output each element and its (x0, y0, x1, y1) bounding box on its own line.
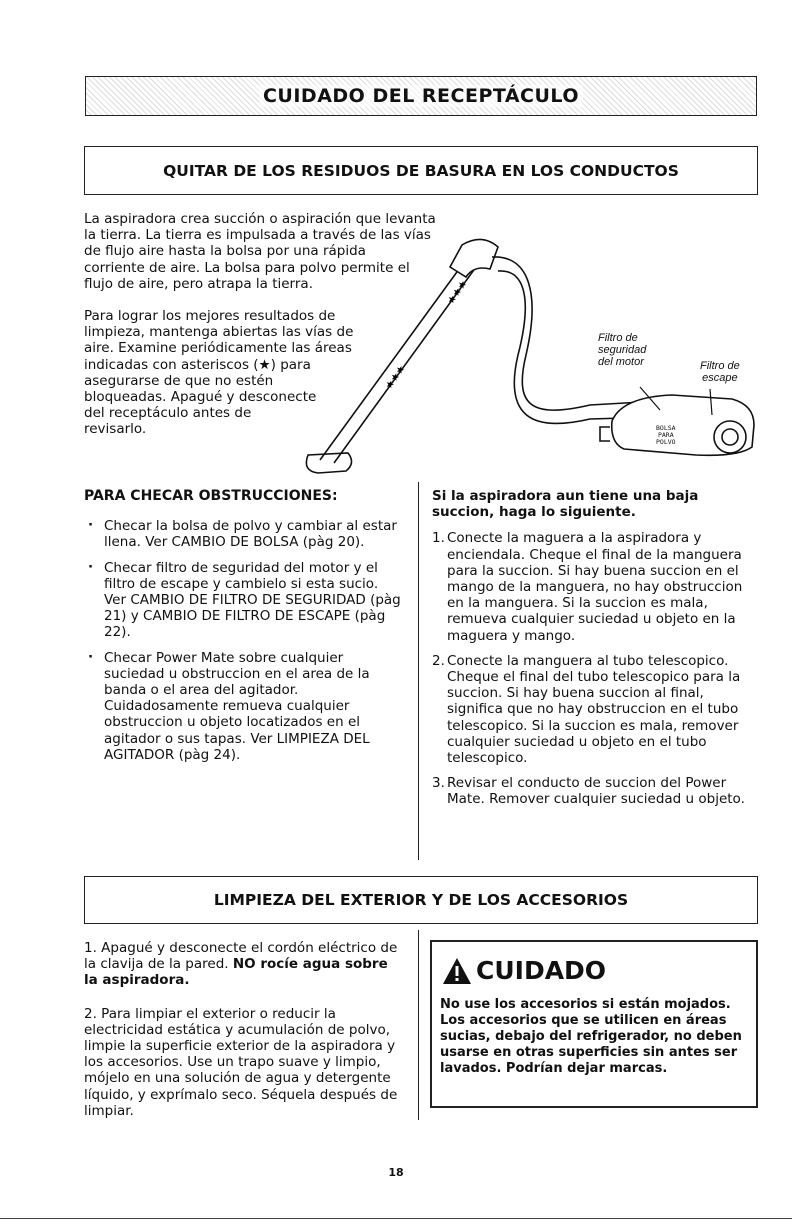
para-line: bloqueadas. Apagué y desconecte (84, 389, 317, 406)
low-suction-heading: Si la aspiradora aun tiene una baja succion, haga lo siguiente. (432, 488, 699, 521)
para-line: aire. Examine periódicamente las áreas (84, 340, 352, 357)
intro-line: La aspiradora crea succión o aspiración que levanta (84, 211, 436, 227)
vacuum-illustration (230, 205, 765, 475)
step-number: 3. (432, 775, 445, 792)
section-heading-text: QUITAR DE LOS RESIDUOS DE BASURA EN LOS CONDUCTOS (163, 161, 679, 180)
intro-line: flujo de aire, pero atrapa la tierra. (84, 275, 313, 292)
warning-icon (442, 957, 472, 985)
para-line: asegurarse de que no estén (84, 372, 274, 389)
low-suction-steps (432, 530, 758, 807)
column-divider (418, 930, 419, 1120)
list-item: · Checar filtro de seguridad del motor y el filtro de escape y cambielo si esta sucio. Ver CAMBIO DE FILTRO DE SEGURIDAD (pàg 21) y CAMBIO DE FILTRO DE ESCAPE (pàg 22). (84, 560, 404, 641)
para-line: revisarlo. (84, 421, 147, 438)
para-line: Para lograr los mejores resultados de (84, 308, 336, 324)
label-line: BOLSA (656, 424, 676, 432)
label-line: POLVO (656, 438, 676, 446)
step-number: 1. (432, 530, 445, 547)
intro-line: la tierra. La tierra es impulsada a través de las vías (84, 227, 431, 244)
step-warning: NO rocíe agua sobre la aspiradora. (84, 956, 388, 989)
para-line: indicadas con asteriscos (★) para (84, 356, 311, 373)
step-text: 1. Apagué y desconecte el cordón eléctrico de la clavija de la pared. (84, 940, 398, 973)
bottom-rule (0, 1218, 792, 1219)
label-line: del motor (598, 356, 644, 368)
list-item: · Checar la bolsa de polvo y cambiar al estar llena. Ver CAMBIO DE BOLSA (pàg 20). (84, 518, 404, 550)
step-text: Revisar el conducto de succion del Power Mate. Remover cualquier suciedad u objeto. (447, 775, 745, 808)
banner-title: CUIDADO DEL RECEPTÁCULO (259, 85, 583, 107)
caution-box (430, 940, 758, 1108)
section-heading-text: LIMPIEZA DEL EXTERIOR Y DE LOS ACCESORIOS (213, 891, 629, 909)
page-banner (85, 76, 757, 116)
section-heading-conducts (84, 146, 758, 195)
list-item (432, 653, 758, 766)
intro-line: de flujo aire hasta la bolsa por una rápida (84, 243, 366, 260)
exhaust-filter-label (700, 360, 740, 384)
label-line: Filtro de (598, 332, 638, 344)
asterisk-icon: ★★★ (445, 278, 470, 307)
caution-text: No use los accesorios si están mojados. Los accesorios que se utilicen en áreas sucias, debajo del refrigerador, no deben usarse en otras superficies sin antes ser lavados. Podrían dejar marcas. (440, 997, 742, 1076)
label-line: Filtro de (700, 360, 740, 372)
list-item (432, 530, 758, 643)
label-line: seguridad (598, 344, 647, 356)
obstructions-list (84, 518, 404, 763)
step-text: Conecte la maguera a la aspiradora y enciendala. Cheque el final de la manguera para la succion. Si hay buena succion en el mango de la manguera, no hay obstruccion en la manguera. Si la succion es mala, remueva cualquier suciedad u objeto en la maguera y mango. (447, 530, 743, 644)
bag-label (656, 425, 676, 446)
para-line: del receptáculo antes de (84, 405, 252, 422)
exterior-cleaning-text (84, 940, 402, 1119)
exterior-step-2: 2. Para limpiar el exterior o reducir la electricidad estática y acumulación de polvo, limpie la superficie exterior de la aspiradora y los accesorios. Use un trapo suave y limpio, mójelo en una solución de agua y detergente líquido, y exprímalo seco. Séquela después de limpiar. (84, 1005, 398, 1119)
label-line: PARA (657, 431, 674, 439)
column-divider (418, 482, 419, 860)
section-heading-exterior (84, 876, 758, 924)
step-number: 2. (432, 652, 445, 669)
motor-filter-label (598, 332, 646, 368)
caution-heading (442, 956, 748, 985)
intro-line: corriente de aire. La bolsa para polvo permite el (84, 259, 410, 276)
step-text: Conecte la manguera al tubo telescopico. Cheque el final del tubo telescopico para la succion. Si hay buena succion al final, significa que no hay obstruccion en el tubo telescopico. Si la succion es mala, remover cualquier suciedad u objeto en el tubo telescopico. (447, 652, 741, 767)
exterior-step-1 (84, 940, 402, 989)
list-item (432, 775, 758, 807)
caution-title: CUIDADO (476, 956, 607, 985)
label-line: escape (702, 372, 738, 384)
asterisk-icon: ★★★ (383, 363, 408, 392)
low-suction-column (432, 488, 758, 817)
hose-handle-icon (450, 239, 498, 277)
obstructions-heading: PARA CHECAR OBSTRUCCIONES: (84, 488, 338, 504)
para-line: limpieza, mantenga abiertas las vías de (84, 324, 354, 341)
page-number: 18 (388, 1166, 404, 1179)
obstructions-column (84, 488, 404, 772)
canister-icon (600, 395, 754, 455)
list-item: · Checar Power Mate sobre cualquier suciedad u obstruccion en el area de la banda o el area del agitador. Cuidadosamente remueva cualquier obstruccion u objeto locatizados en el agitador o sus tapas. Ver LIMPIEZA DEL AGITADOR (pàg 24). (84, 650, 404, 763)
